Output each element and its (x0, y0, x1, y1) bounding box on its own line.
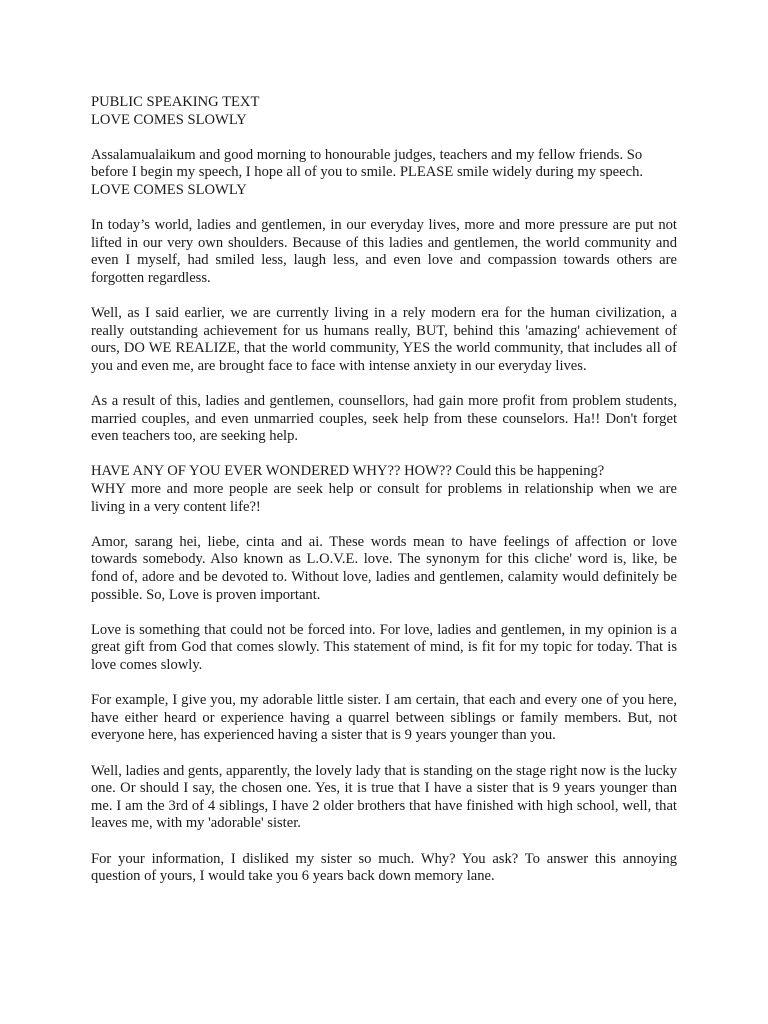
body-paragraph: For example, I give you, my adorable little sister. I am certain, that each and every one of you here, have either heard or experience having a quarrel between siblings or family members. But, not everyone here, has experienced having a sister that is 9 years younger than you. (91, 692, 677, 744)
body-paragraph: In today’s world, ladies and gentlemen, in our everyday lives, more and more pressure are put not lifted in our very own shoulders. Because of this ladies and gentlemen, the world community and even I myself, had smiled less, laugh less, and even love and compassion towards others are forgotten regardless. (91, 217, 677, 286)
body-paragraph: Amor, sarang hei, liebe, cinta and ai. These words mean to have feelings of affection or love towards somebody. Also known as L.O.V.E. love. The synonym for this cliche' word is, like, be fond of, adore and be devoted to. Without love, ladies and gentlemen, calamity would definitely be possible. So, Love is proven important. (91, 533, 677, 603)
body-paragraph: As a result of this, ladies and gentlemen, counsellors, had gain more profit from problem students, married couples, and even unmarried couples, seek help from these counselors. Ha!! Don't forget even teachers too, are seeking help. (91, 393, 677, 445)
intro-text: Assalamualaikum and good morning to honourable judges, teachers and my fellow friends. So before I begin my speech, I hope all of you to smile. PLEASE smile widely during my speech. (91, 146, 644, 181)
intro-paragraph (91, 147, 677, 200)
question-paragraph (91, 463, 677, 516)
document-label: PUBLIC SPEAKING TEXT (91, 94, 260, 110)
body-paragraph: Love is something that could not be forced into. For love, ladies and gentlemen, in my opinion is a great gift from God that comes slowly. This statement of mind, is fit for my topic for today. That is love comes slowly. (91, 621, 677, 673)
body-paragraph: Well, as I said earlier, we are currently living in a rely modern era for the human civilization, a really outstanding achievement for us humans really, BUT, behind this 'amazing' achievement of ours, DO WE REALIZE, that the world community, YES the world community, that includes all of you and even me, are brought face to face with intense anxiety in our everyday lives. (91, 305, 677, 374)
document-page (91, 94, 677, 903)
body-paragraph: For your information, I disliked my sister so much. Why? You ask? To answer this annoying question of yours, I would take you 6 years back down memory lane. (91, 850, 677, 885)
document-title: LOVE COMES SLOWLY (91, 111, 247, 128)
intro-title-repeat: LOVE COMES SLOWLY (91, 181, 247, 198)
body-paragraph: Well, ladies and gents, apparently, the lovely lady that is standing on the stage right now is the lucky one. Or should I say, the chosen one. Yes, it is true that I have a sister that is 9 years younger than me. I am the 3rd of 4 siblings, I have 2 older brothers that have finished with high school, well, that leaves me, with my 'adorable' sister. (91, 762, 677, 832)
question-line: WHY more and more people are seek help or consult for problems in relationship when we are living in a very content life?! (91, 481, 677, 515)
document-header (91, 94, 677, 129)
question-line: HAVE ANY OF YOU EVER WONDERED WHY?? HOW?? Could this be happening? (91, 463, 605, 480)
